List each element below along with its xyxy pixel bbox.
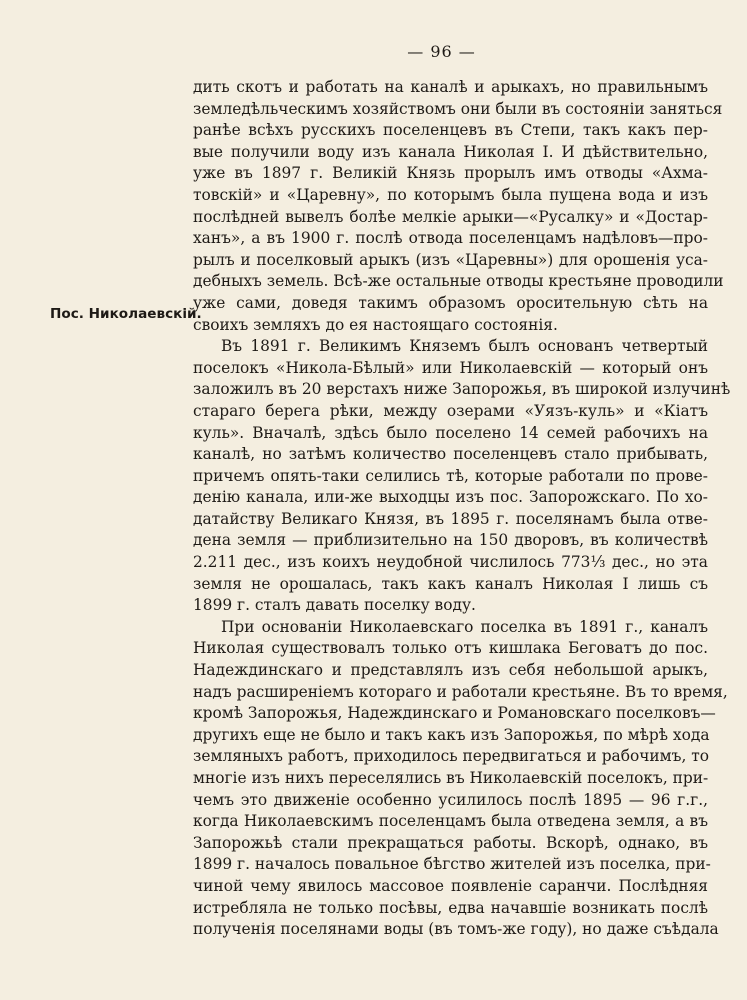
text-line: рылъ и поселковый арыкъ (изъ «Царевны») для орошенія уса- bbox=[193, 250, 708, 269]
text-line: стараго берега рѣки, между озерами «Уязъ-куль» и «Кіатъ bbox=[193, 401, 708, 420]
text-line: вые получили воду изъ канала Николая I. И дѣйствительно, bbox=[193, 142, 708, 161]
text-line: заложилъ въ 20 верстахъ ниже Запорожья, въ широкой излучинѣ bbox=[193, 380, 731, 399]
text-line: товскій» и «Царевну», по которымъ была пущена вода и изъ bbox=[193, 185, 708, 204]
text-line: другихъ еще не было и такъ какъ изъ Запорожья, по мѣрѣ хода bbox=[193, 725, 710, 744]
page-number: — 96 — bbox=[407, 42, 476, 61]
text-line: истребляла не только посѣвы, едва начавшіе возникать послѣ bbox=[193, 898, 708, 917]
text-line: денію канала, или-же выходцы изъ пос. Запорожскаго. По хо- bbox=[193, 488, 708, 507]
text-line: чиной чему явилось массовое появленіе саранчи. Послѣдняя bbox=[193, 876, 708, 895]
text-line: чемъ это движеніе особенно усилилось послѣ 1895 — 96 г.г., bbox=[193, 790, 708, 809]
text-line: ханъ», а въ 1900 г. послѣ отвода поселенцамъ надѣловъ—про- bbox=[193, 229, 708, 248]
text-line: дить скотъ и работать на каналѣ и арыкахъ, но правильнымъ bbox=[193, 78, 708, 96]
text-line: 1899 г. сталъ давать поселку воду. bbox=[193, 596, 476, 615]
text-line: 2.211 дес., изъ коихъ неудобной числилось 773⅓ дес., но эта bbox=[193, 553, 708, 572]
text-line: уже въ 1897 г. Великій Князь прорылъ имъ отводы «Ахма- bbox=[193, 164, 708, 183]
body-text bbox=[193, 77, 731, 941]
text-line: кромѣ Запорожья, Надеждинскаго и Романовскаго поселковъ— bbox=[193, 704, 716, 723]
text-line: каналѣ, но затѣмъ количество поселенцевъ стало прибывать, bbox=[193, 445, 708, 464]
text-line: многіе изъ нихъ переселялись въ Николаевскій поселокъ, при- bbox=[193, 769, 709, 787]
text-line: Запорожьѣ стали прекращаться работы. Вскорѣ, однако, въ bbox=[193, 833, 708, 852]
text-line: Надеждинскаго и представлялъ изъ себя небольшой арыкъ, bbox=[193, 661, 708, 680]
text-line: 1899 г. началось повальное бѣгство жителей изъ поселка, при- bbox=[193, 855, 711, 874]
text-line: Въ 1891 г. Великимъ Княземъ былъ основанъ четвертый bbox=[221, 337, 708, 356]
margin-heading: Пос. Николаевскій. bbox=[50, 306, 202, 322]
text-line: своихъ земляхъ до ея настоящаго состоянія. bbox=[193, 315, 558, 334]
text-line: послѣдней вывелъ болѣе мелкіе арыки—«Русалку» и «Достар- bbox=[193, 207, 708, 226]
text-line: дена земля — приблизительно на 150 дворовъ, въ количествѣ bbox=[193, 531, 708, 550]
text-line: земляныхъ работъ, приходилось передвигаться и рабочимъ, то bbox=[193, 747, 710, 766]
text-line: куль». Вначалѣ, здѣсь было поселено 14 семей рабочихъ на bbox=[193, 423, 708, 442]
text-line: поселокъ «Никола-Бѣлый» или Николаевскій — который онъ bbox=[193, 358, 708, 377]
text-line: земледѣльческимъ хозяйствомъ они были въ состояніи заняться bbox=[193, 99, 723, 118]
text-line: надъ расширеніемъ котораго и работали крестьяне. Въ то время, bbox=[193, 682, 728, 701]
text-line: земля не орошалась, такъ какъ каналъ Николая I лишь съ bbox=[193, 574, 708, 593]
text-line: дебныхъ земель. Всѣ-же остальные отводы крестьяне проводили bbox=[193, 272, 724, 291]
text-line: датайству Великаго Князя, въ 1895 г. поселянамъ была отве- bbox=[193, 509, 708, 528]
text-line: когда Николаевскимъ поселенцамъ была отведена земля, а въ bbox=[193, 812, 708, 831]
text-line: Николая существовалъ только отъ кишлака Беговатъ до пос. bbox=[193, 639, 708, 658]
text-line: При основаніи Николаевскаго поселка въ 1891 г., каналъ bbox=[221, 617, 708, 636]
text-line: уже сами, доведя такимъ образомъ оросительную сѣть на bbox=[193, 293, 708, 312]
text-line: причемъ опять-таки селились тѣ, которые работали по прове- bbox=[193, 466, 708, 485]
text-line: ранѣе всѣхъ русскихъ поселенцевъ въ Степи, такъ какъ пер- bbox=[193, 121, 708, 140]
text-line: полученія поселянами воды (въ томъ-же году), но даже съѣдала bbox=[193, 920, 719, 939]
